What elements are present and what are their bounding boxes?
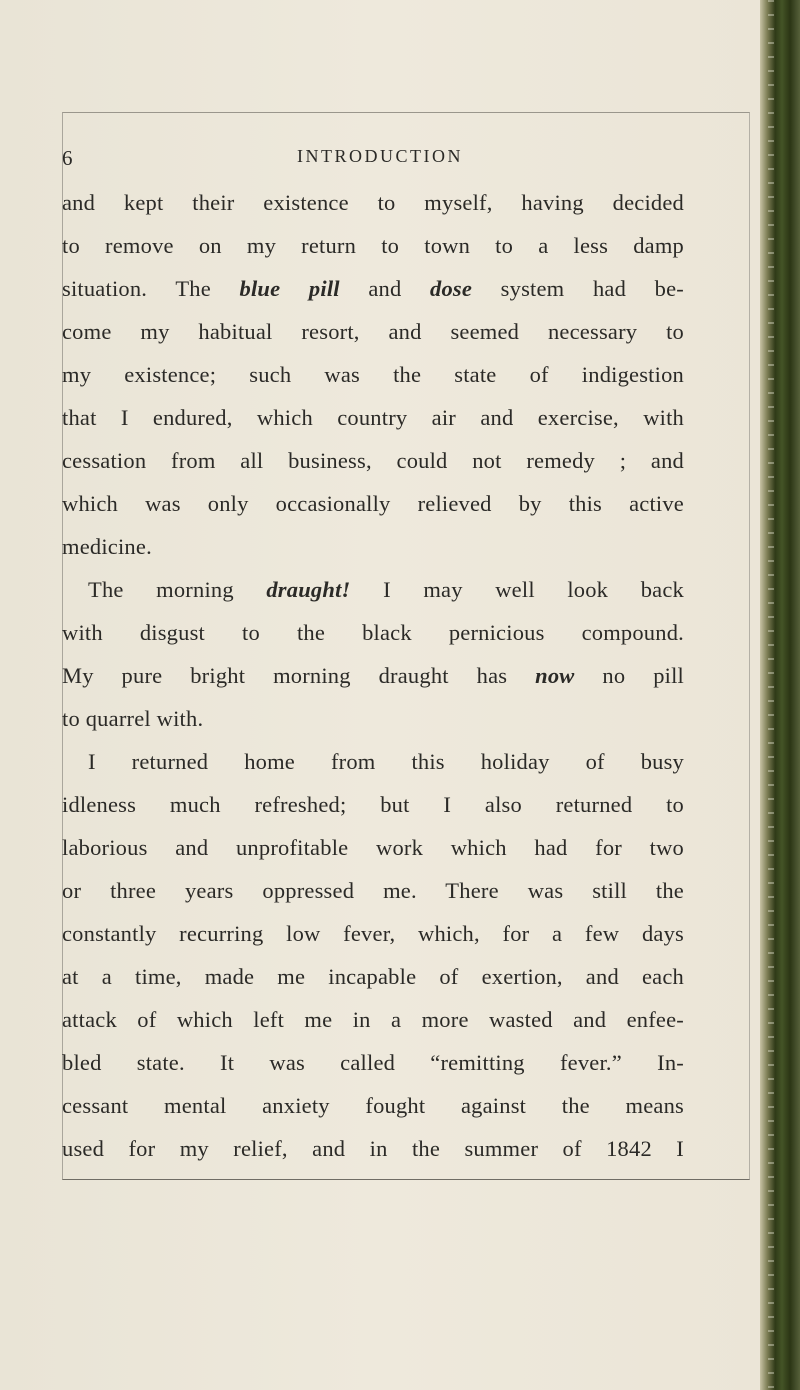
text-line: medicine. (62, 534, 152, 559)
text-line: I returned home from this holiday of busy (88, 749, 684, 774)
text-line: bled state. It was called “remitting fever.” In- (62, 1050, 684, 1075)
text-line: with disgust to the black pernicious compound. (62, 620, 684, 645)
text-line: my existence; such was the state of indigestion (62, 362, 684, 387)
page-number: 6 (62, 146, 74, 170)
text-line: My pure bright morning draught has now no pill (62, 663, 684, 688)
text-line: or three years oppressed me. There was still the (62, 878, 684, 903)
text-line: that I endured, which country air and exercise, with (62, 405, 684, 430)
text-line: to quarrel with. (62, 706, 204, 731)
emphasis-draught: draught! (266, 577, 351, 602)
text-line: cessant mental anxiety fought against the means (62, 1093, 684, 1118)
text-line: and kept their existence to myself, having decided (62, 190, 684, 215)
text-line: The morning draught! I may well look back (88, 577, 684, 602)
text-line: to remove on my return to town to a less damp (62, 233, 684, 258)
text-line: used for my relief, and in the summer of 1842 I (62, 1136, 684, 1161)
text-line: at a time, made me incapable of exertion, and each (62, 964, 684, 989)
book-binding-edge (760, 0, 800, 1390)
text-line: situation. The blue pill and dose system had be- (62, 276, 685, 301)
text-line: come my habitual resort, and seemed necessary to (62, 319, 684, 344)
emphasis-blue-pill: blue pill (239, 276, 340, 301)
text-line: idleness much refreshed; but I also returned to (62, 792, 684, 817)
running-head: INTRODUCTION (297, 146, 463, 166)
text-line: cessation from all business, could not remedy ; and (62, 448, 684, 473)
text-line: constantly recurring low fever, which, for a few days (62, 921, 684, 946)
text-line: which was only occasionally relieved by this active (62, 491, 684, 516)
text-line: attack of which left me in a more wasted and enfee- (62, 1007, 684, 1032)
text-line: laborious and unprofitable work which had for two (62, 835, 684, 860)
emphasis-now: now (535, 663, 575, 688)
emphasis-dose: dose (430, 276, 473, 301)
